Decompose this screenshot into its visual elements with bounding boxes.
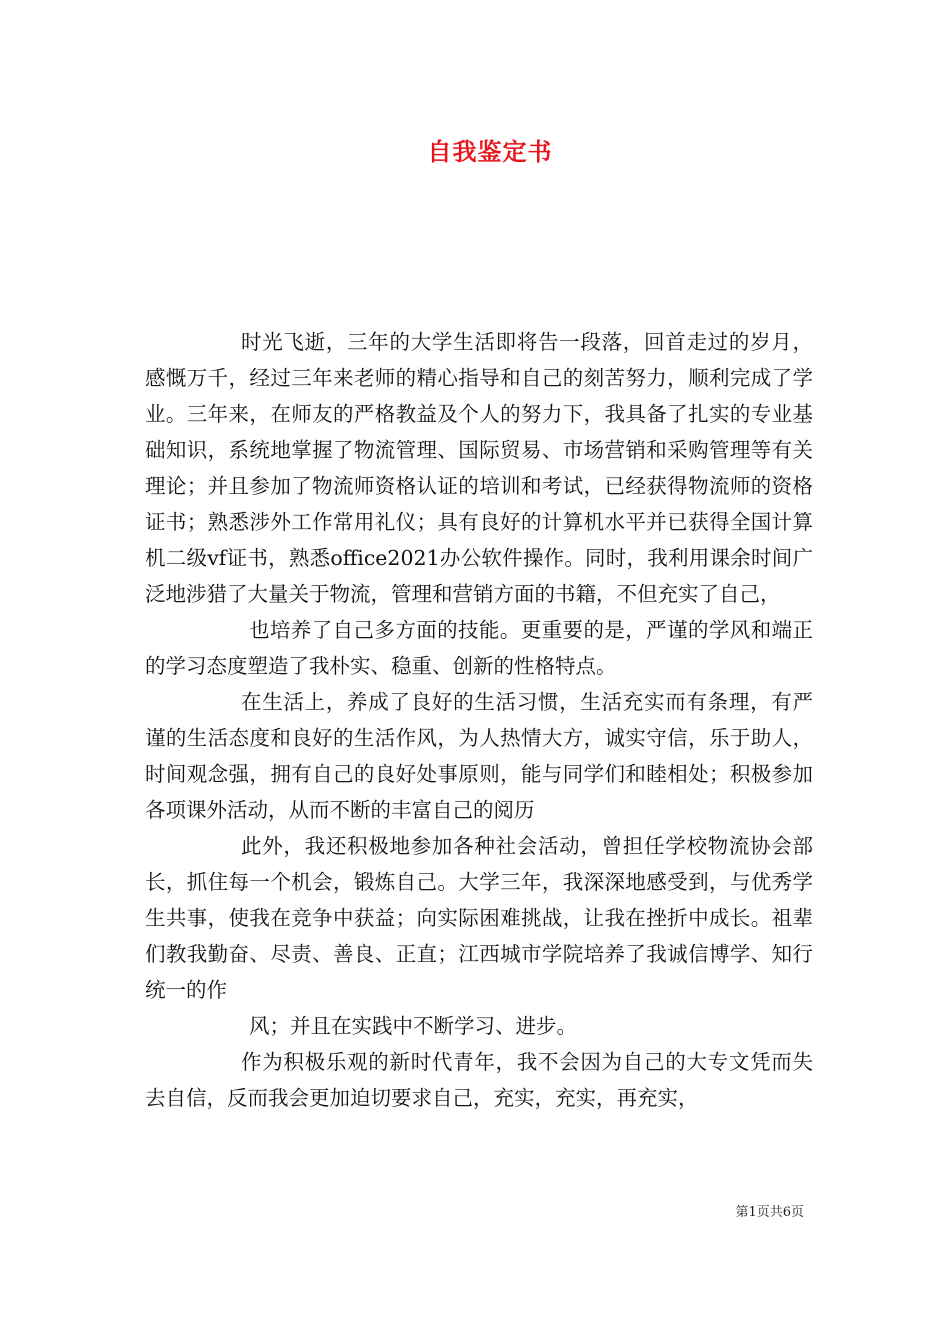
paragraph-activities: 此外，我还积极地参加各种社会活动，曾担任学校物流协会部长，抓住每一个机会，锻炼自己。大学三年，我深深地感受到，与优秀学生共事，使我在竞争中获益；向实际困难挑战，让我在挫折中成长。祖辈们教我勤奋、尽责、善良、正直；江西城市学院培养了我诚信博学、知行统一的作 xyxy=(145,834,813,1002)
paragraph-skills: 也培养了自己多方面的技能。更重要的是，严谨的学风和端正的学习态度塑造了我朴实、稳重、创新的性格特点。 xyxy=(145,618,813,678)
document-body xyxy=(145,324,813,1116)
paragraph-intro: 时光飞逝，三年的大学生活即将告一段落，回首走过的岁月，感慨万千，经过三年来老师的精心指导和自己的刻苦努力，顺利完成了学业。三年来，在师友的严格教益及个人的努力下，我具备了扎实的专业基础知识，系统地掌握了物流管理、国际贸易、市场营销和采购管理等有关理论；并且参加了物流师资格认证的培训和考试，已经获得物流师的资格证书；熟悉涉外工作常用礼仪；具有良好的计算机水平并已获得全国计算机二级vf证书，熟悉office2021办公软件操作。同时，我利用课余时间广泛地涉猎了大量关于物流，管理和营销方面的书籍，不但充实了自己， xyxy=(145,330,813,606)
page-number: 第1页共6页 xyxy=(735,1205,804,1220)
paragraph-outlook: 作为积极乐观的新时代青年，我不会因为自己的大专文凭而失去自信，反而我会更加迫切要求自己，充实，充实，再充实， xyxy=(145,1050,813,1110)
paragraph-life: 在生活上，养成了良好的生活习惯，生活充实而有条理，有严谨的生活态度和良好的生活作风，为人热情大方，诚实守信，乐于助人，时间观念强，拥有自己的良好处事原则，能与同学们和睦相处；积极参加各项课外活动，从而不断的丰富自己的阅历 xyxy=(145,690,813,822)
paragraph-practice: 风；并且在实践中不断学习、进步。 xyxy=(249,1014,577,1038)
document-title: 自我鉴定书 xyxy=(427,137,553,166)
